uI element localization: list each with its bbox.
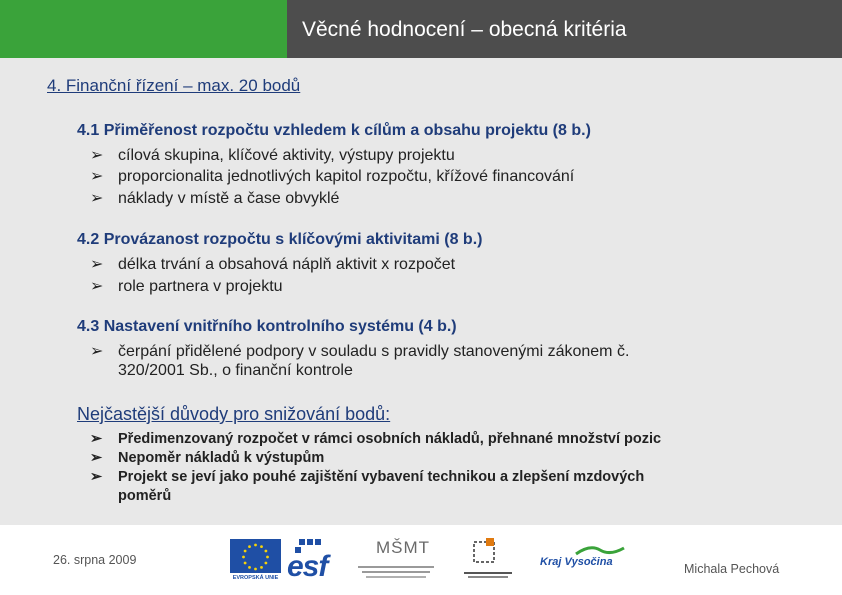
footer-author: Michala Pechová [684, 562, 780, 576]
arrow-bullet-icon: ➢ [90, 431, 103, 447]
arrow-bullet-icon: ➢ [90, 147, 104, 164]
arrow-bullet-icon: ➢ [90, 343, 104, 360]
list-item: ➢ čerpání přidělené podpory v souladu s pravidly stanovenými zákonem č. [90, 343, 630, 360]
arrow-bullet-icon: ➢ [90, 256, 104, 273]
criterion-4-3-title: 4.3 Nastavení vnitřního kontrolního systému (4 b.) [77, 318, 457, 335]
msmt-logo: MŠMT [356, 538, 436, 584]
list-item: ➢ cílová skupina, klíčové aktivity, výstupy projektu [90, 147, 455, 164]
kraj-vysocina-logo: Kraj Vysočina [538, 544, 628, 574]
list-item: ➢ Nepoměr nákladů k výstupům [90, 450, 325, 466]
eu-logo: EVROPSKÁ UNIE [229, 538, 282, 584]
op-vk-mark-icon [460, 536, 516, 582]
header-accent [0, 0, 287, 58]
section-heading: 4. Finanční řízení – max. 20 bodů [47, 76, 301, 95]
op-vk-logo [460, 536, 516, 582]
reasons-heading: Nejčastější důvody pro snižování bodů: [77, 404, 391, 424]
list-item-continuation: poměrů [118, 488, 172, 504]
arrow-bullet-icon: ➢ [90, 469, 103, 485]
list-item-continuation: 320/2001 Sb., o finanční kontrole [118, 362, 353, 379]
criterion-4-2-title: 4.2 Provázanost rozpočtu s klíčovými aktivitami (8 b.) [77, 231, 483, 248]
esf-logo: esf [285, 538, 335, 584]
arrow-bullet-icon: ➢ [90, 278, 104, 295]
list-item: ➢ náklady v místě a čase obvyklé [90, 190, 340, 207]
criterion-4-1-title: 4.1 Přiměřenost rozpočtu vzhledem k cílům a obsahu projektu (8 b.) [77, 122, 591, 139]
arrow-bullet-icon: ➢ [90, 450, 103, 466]
list-item: ➢ role partnera v projektu [90, 278, 283, 295]
list-item: ➢ Předimenzovaný rozpočet v rámci osobních nákladů, přehnané množství pozic [90, 431, 662, 447]
list-item: ➢ Projekt se jeví jako pouhé zajištění vybavení technikou a zlepšení mzdových [90, 469, 645, 485]
list-item: ➢ délka trvání a obsahová náplň aktivit x rozpočet [90, 256, 456, 273]
arrow-bullet-icon: ➢ [90, 168, 104, 185]
list-item: ➢ proporcionalita jednotlivých kapitol rozpočtu, křížové financování [90, 168, 575, 185]
footer-date: 26. srpna 2009 [53, 553, 137, 567]
page-title: Věcné hodnocení – obecná kritéria [302, 18, 627, 41]
arrow-bullet-icon: ➢ [90, 190, 104, 207]
